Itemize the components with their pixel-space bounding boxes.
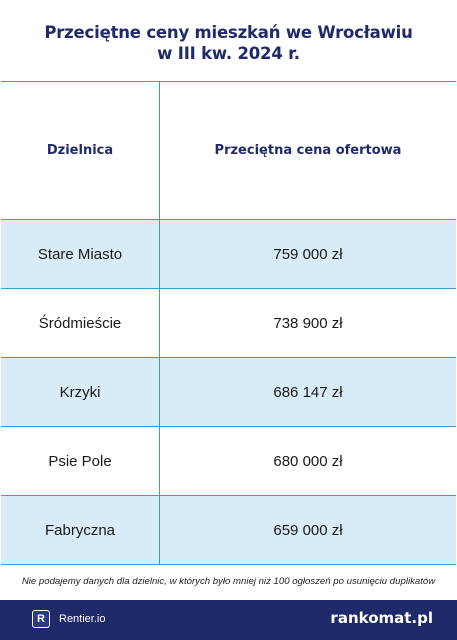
table-row xyxy=(1,427,456,496)
title-line-2: w III kw. 2024 r. xyxy=(157,44,300,63)
table-row xyxy=(1,220,456,289)
page-title xyxy=(0,22,457,64)
rentier-label: Rentier.io xyxy=(59,613,106,625)
price-cell: 659 000 zł xyxy=(273,521,343,539)
footer-bar xyxy=(0,600,457,640)
rentier-logo-icon: R xyxy=(32,610,50,628)
district-cell: Krzyki xyxy=(1,358,160,426)
table-row xyxy=(1,358,456,427)
price-cell: 738 900 zł xyxy=(273,314,343,332)
price-table xyxy=(1,81,456,565)
district-cell: Stare Miasto xyxy=(1,220,160,288)
price-cell: 759 000 zł xyxy=(273,245,343,263)
footnote: Nie podajemy danych dla dzielnic, w których było mniej niż 100 ogłoszeń po usunięciu duplikatów xyxy=(21,576,436,587)
table-row xyxy=(1,289,456,358)
price-cell: 686 147 zł xyxy=(273,383,343,401)
table-row xyxy=(1,496,456,565)
rankomat-logo[interactable]: rankomat.pl xyxy=(330,609,433,627)
title-line-1: Przeciętne ceny mieszkań we Wrocławiu xyxy=(44,23,413,42)
district-cell: Fabryczna xyxy=(1,496,160,564)
table-header-row xyxy=(1,82,456,220)
header-district: Dzielnica xyxy=(1,82,160,219)
district-cell: Psie Pole xyxy=(1,427,160,495)
district-cell: Śródmieście xyxy=(1,289,160,357)
price-cell: 680 000 zł xyxy=(273,452,343,470)
header-price: Przeciętna cena ofertowa xyxy=(214,143,402,158)
rentier-brand[interactable] xyxy=(32,610,105,628)
